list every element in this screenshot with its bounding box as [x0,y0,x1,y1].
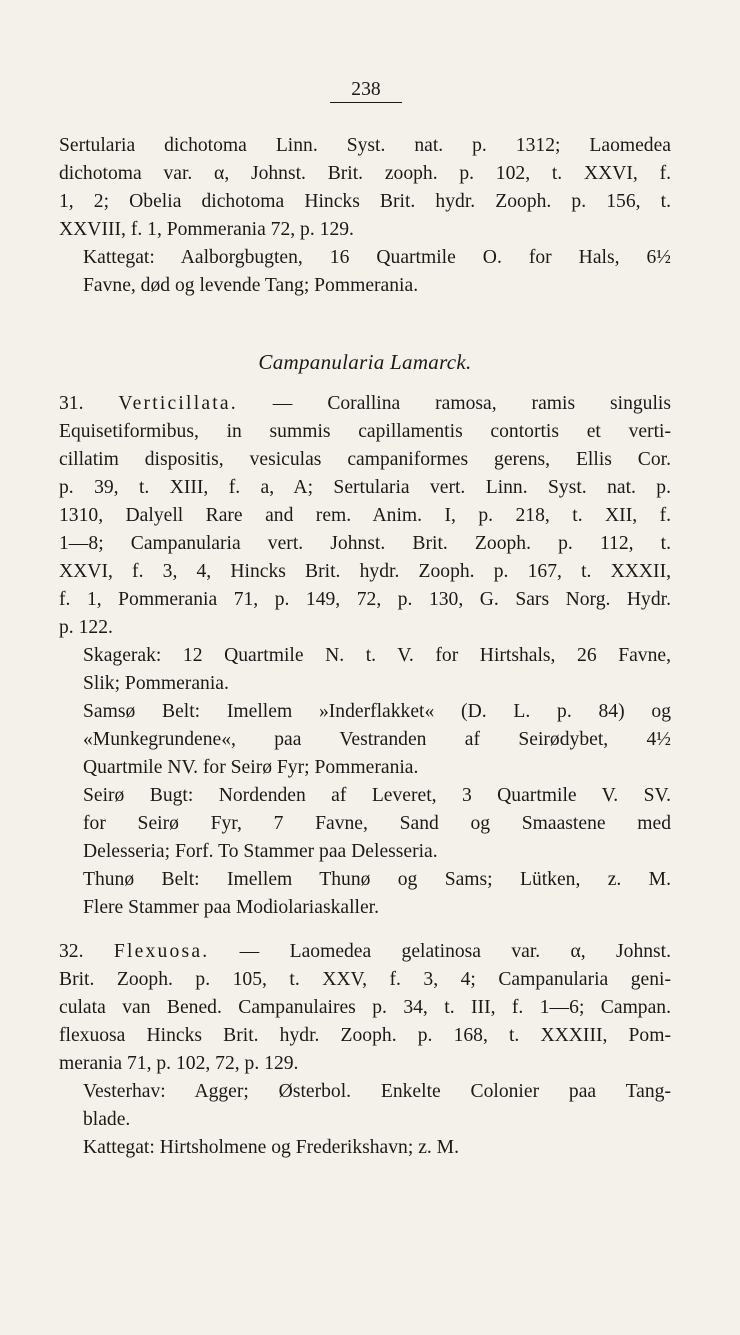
locality-entry [59,866,671,922]
species-31-entry [59,390,671,642]
locality-entry [59,244,671,300]
locality-entry [59,1134,671,1162]
text-span: — Corallina ramosa, ramis singulis [272,393,671,414]
text-line: Favne, død og levende Tang; Pommerania. [83,275,419,296]
text-line: flexuosa Hincks Brit. hydr. Zooph. p. 168, t. XXXIII, Pom- [59,1025,671,1046]
text-line: 1, 2; Obelia dichotoma Hincks Brit. hydr. Zooph. p. 156, t. [59,191,671,212]
text-span: — Laomedea gelatinosa var. α, Johnst. [239,941,671,962]
text-line: XXVI, f. 3, 4, Hincks Brit. hydr. Zooph. p. 167, t. XXXII, [59,561,671,582]
text-line: Kattegat: Hirtsholmene og Frederikshavn; z. M. [83,1137,460,1158]
species-number: 31. [59,393,84,414]
species-name: Verticillata. [118,393,238,414]
synonymy-block [59,132,671,244]
text-line: dichotoma var. α, Johnst. Brit. zooph. p. 102, t. XXVI, f. [59,163,671,184]
locality-entry [59,782,671,866]
locality-entry [59,642,671,698]
text-line: Sertularia dichotoma Linn. Syst. nat. p. 1312; Laomedea [59,135,671,156]
text-line: Flere Stammer paa Modiolariaskaller. [83,897,379,918]
text-line: p. 122. [59,617,113,638]
text-line: Slik; Pommerania. [83,673,229,694]
text-line: Kattegat: Aalborgbugten, 16 Quartmile O. for Hals, 6½ [83,247,671,268]
page-number: 238 [330,78,402,103]
text-line: XXVIII, f. 1, Pommerania 72, p. 129. [59,219,354,240]
text-line: 1—8; Campanularia vert. Johnst. Brit. Zooph. p. 112, t. [59,533,671,554]
text-line: culata van Bened. Campanulaires p. 34, t. III, f. 1—6; Campan. [59,997,671,1018]
text-line: p. 39, t. XIII, f. a, A; Sertularia vert. Linn. Syst. nat. p. [59,477,671,498]
text-line: merania 71, p. 102, 72, p. 129. [59,1053,299,1074]
species-first-line [59,390,671,418]
species-first-line [59,938,671,966]
spacer [59,922,671,938]
text-line: Equisetiformibus, in summis capillamentis contortis et verti- [59,421,671,442]
text-line: Skagerak: 12 Quartmile N. t. V. for Hirtshals, 26 Favne, [83,645,671,666]
text-line: Brit. Zooph. p. 105, t. XXV, f. 3, 4; Campanularia geni- [59,969,671,990]
species-number: 32. [59,941,84,962]
genus-heading: Campanularia Lamarck. [258,350,472,374]
text-line: Samsø Belt: Imellem »Inderflakket« (D. L. p. 84) og [83,701,671,722]
page-body [59,132,671,1162]
text-line: Thunø Belt: Imellem Thunø og Sams; Lütken, z. M. [83,869,671,890]
species-name: Flexuosa. [113,941,210,962]
text-line: blade. [83,1109,131,1130]
text-line: Delesseria; Forf. To Stammer paa Delesseria. [83,841,438,862]
locality-entry [59,698,671,782]
text-line: for Seirø Fyr, 7 Favne, Sand og Smaastene med [83,813,671,834]
species-32-entry [59,938,671,1078]
text-line: cillatim dispositis, vesiculas campaniformes gerens, Ellis Cor. [59,449,671,470]
text-line: «Munkegrundene«, paa Vestranden af Seirødybet, 4½ [83,729,671,750]
text-line: 1310, Dalyell Rare and rem. Anim. I, p. 218, t. XII, f. [59,505,671,526]
text-line: Quartmile NV. for Seirø Fyr; Pommerania. [83,757,419,778]
text-line: Seirø Bugt: Nordenden af Leveret, 3 Quartmile V. SV. [83,785,671,806]
text-line: Vesterhav: Agger; Østerbol. Enkelte Colonier paa Tang- [83,1081,671,1102]
text-line: f. 1, Pommerania 71, p. 149, 72, p. 130, G. Sars Norg. Hydr. [59,589,671,610]
locality-entry [59,1078,671,1134]
